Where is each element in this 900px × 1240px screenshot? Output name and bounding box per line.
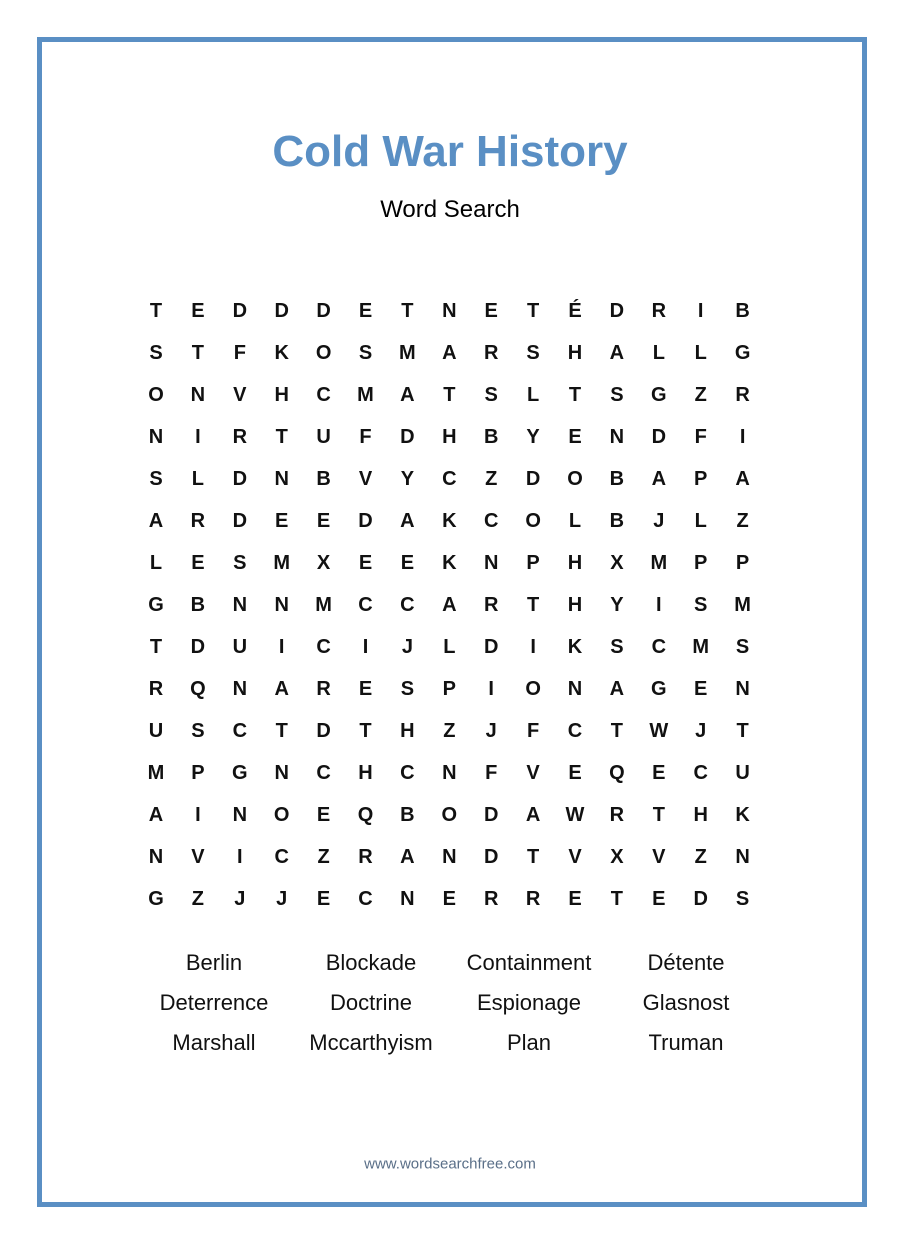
word-list-item: Détente [647,950,725,975]
grid-cell: C [651,636,667,658]
grid-cell: J [485,720,497,742]
word-list-item: Espionage [477,990,581,1015]
grid-cell: G [651,384,667,406]
grid-cell: I [278,636,285,658]
grid-cell: G [734,342,751,364]
grid-cell: A [400,846,415,868]
grid-cell: T [526,594,540,616]
grid-cell: J [653,510,665,532]
grid-cell: M [692,636,710,658]
grid-cell: N [400,888,415,910]
grid-cell: J [695,720,707,742]
grid-cell: B [400,804,415,826]
grid-cell: M [357,384,374,406]
grid-cell: L [443,636,456,658]
grid-cell: S [191,720,205,742]
grid-cell: D [525,468,541,490]
grid-cell: M [147,762,165,784]
grid-cell: C [358,888,373,910]
grid-cell: T [526,846,540,868]
grid-cell: E [652,762,666,784]
grid-cell: C [358,594,373,616]
grid-cell: R [316,678,331,700]
grid-cell: H [400,720,415,742]
grid-cell: O [315,342,332,364]
grid-cell: T [149,636,163,658]
grid-cell: P [526,552,540,574]
grid-cell: U [148,720,164,742]
grid-cell: A [609,678,625,700]
grid-cell: Y [526,426,540,448]
grid-cell: H [358,762,373,784]
grid-cell: E [568,762,582,784]
grid-cell: B [483,426,499,448]
grid-cell: F [359,426,372,448]
grid-cell: S [358,342,373,364]
grid-cell: F [526,720,540,742]
grid-cell: W [649,720,669,742]
grid-cell: K [274,342,289,364]
grid-cell: D [358,510,373,532]
grid-cell: N [232,594,248,616]
grid-cell: N [148,426,164,448]
grid-cell: H [567,594,583,616]
grid-cell: D [483,804,499,826]
grid-cell: I [488,678,494,700]
grid-cell: S [610,636,624,658]
grid-cell: J [276,888,288,910]
grid-cell: Z [443,720,456,742]
grid-cell: A [525,804,541,826]
word-list-item: Deterrence [159,990,269,1015]
grid-cell: E [316,888,331,910]
grid-cell: N [274,468,289,490]
grid-cell: V [358,468,373,490]
grid-cell: R [190,510,206,532]
grid-cell: O [441,804,458,826]
grid-cell: L [568,510,582,532]
word-list-item: Doctrine [330,990,412,1015]
grid-cell: H [693,804,708,826]
grid-cell: G [651,678,667,700]
grid-cell: T [610,720,623,742]
grid-cell: D [483,636,499,658]
grid-cell: D [609,300,625,322]
grid-cell: P [191,762,205,784]
grid-cell: Y [610,594,624,616]
grid-cell: R [148,678,164,700]
grid-cell: B [735,300,750,322]
grid-cell: B [190,594,206,616]
grid-cell: J [234,888,246,910]
grid-cell: O [273,804,290,826]
grid-cell: P [735,552,750,574]
grid-cell: D [232,300,248,322]
grid-cell: S [149,468,163,490]
grid-cell: E [191,300,205,322]
word-list-item: Blockade [325,950,417,975]
grid-cell: M [734,594,751,616]
word-list-item: Glasnost [642,990,730,1015]
grid-cell: D [232,510,248,532]
grid-cell: E [316,804,331,826]
grid-cell: A [442,594,457,616]
grid-cell: A [651,468,667,490]
grid-cell: I [656,594,662,616]
grid-cell: A [735,468,750,490]
grid-cell: Z [191,888,204,910]
grid-cell: T [401,300,414,322]
grid-cell: A [274,678,289,700]
grid-cell: N [148,846,164,868]
grid-cell: C [567,720,583,742]
grid-cell: R [609,804,625,826]
grid-cell: S [694,594,708,616]
grid-cell: W [565,804,585,826]
grid-cell: C [316,762,331,784]
grid-cell: B [609,510,625,532]
grid-cell: G [148,888,164,910]
grid-cell: T [736,720,749,742]
grid-cell: H [567,342,583,364]
grid-cell: Q [609,762,625,784]
grid-cell: K [567,636,583,658]
grid-cell: T [652,804,665,826]
grid-cell: E [191,552,205,574]
grid-cell: E [358,552,373,574]
grid-cell: L [149,552,163,574]
grid-cell: N [190,384,206,406]
grid-cell: S [400,678,415,700]
grid-cell: O [525,678,541,700]
grid-cell: F [694,426,707,448]
grid-cell: I [739,426,746,448]
grid-cell: T [149,300,163,322]
grid-cell: I [195,426,201,448]
grid-cell: O [567,468,583,490]
grid-cell: N [567,678,583,700]
grid-cell: D [651,426,667,448]
grid-cell: T [568,384,582,406]
grid-cell: N [274,762,289,784]
grid-cell: A [148,510,164,532]
word-list-item: Truman [648,1030,724,1055]
grid-cell: S [484,384,498,406]
grid-cell: A [400,384,415,406]
grid-cell: C [316,636,331,658]
grid-cell: L [526,384,540,406]
grid-cell: B [316,468,331,490]
grid-cell: D [483,846,499,868]
grid-cell: C [693,762,708,784]
grid-cell: H [567,552,583,574]
grid-cell: N [232,678,248,700]
grid-cell: K [442,510,457,532]
grid-cell: H [274,384,289,406]
grid-cell: M [315,594,332,616]
grid-cell: T [359,720,372,742]
word-list-item: Plan [506,1030,552,1055]
grid-cell: H [442,426,457,448]
grid-cell: D [316,300,331,322]
grid-cell: C [483,510,499,532]
grid-cell: I [530,636,536,658]
grid-cell: E [694,678,708,700]
footer-url: www.wordsearchfree.com [364,1155,536,1173]
grid-cell: C [316,384,331,406]
grid-cell: E [316,510,331,532]
grid-cell: E [484,300,498,322]
grid-cell: Z [317,846,330,868]
grid-cell: E [568,426,582,448]
page-title: Cold War History [272,127,628,176]
grid-cell: T [526,300,540,322]
grid-cell: I [195,804,201,826]
grid-cell: R [525,888,541,910]
grid-cell: R [735,384,750,406]
grid-cell: I [237,846,243,868]
grid-cell: R [483,342,499,364]
grid-cell: X [610,846,624,868]
grid-cell: T [275,720,288,742]
grid-cell: R [232,426,248,448]
grid-cell: T [610,888,623,910]
grid-cell: E [358,300,373,322]
grid-cell: V [652,846,666,868]
grid-cell: T [191,342,204,364]
grid-cell: D [190,636,206,658]
word-list-item: Marshall [172,1030,256,1055]
grid-cell: A [400,510,415,532]
grid-cell: K [442,552,457,574]
grid-cell: E [568,888,582,910]
grid-cell: K [735,804,750,826]
grid-cell: U [735,762,750,784]
grid-cell: N [442,846,457,868]
grid-cell: E [275,510,289,532]
grid-cell: A [148,804,164,826]
grid-cell: F [233,342,246,364]
grid-cell: S [149,342,163,364]
grid-cell: D [316,720,331,742]
grid-cell: R [358,846,373,868]
grid-cell: L [652,342,665,364]
grid-cell: S [610,384,624,406]
grid-cell: N [735,678,750,700]
grid-cell: L [694,342,707,364]
grid-cell: Q [190,678,206,700]
grid-cell: E [652,888,666,910]
grid-cell: T [275,426,288,448]
grid-cell: N [274,594,289,616]
grid-cell: S [526,342,540,364]
grid-cell: E [358,678,373,700]
grid-cell: N [735,846,750,868]
grid-cell: L [191,468,204,490]
grid-cell: S [233,552,247,574]
grid-cell: D [693,888,708,910]
grid-cell: M [399,342,416,364]
grid-cell: A [609,342,625,364]
grid-cell: V [233,384,247,406]
grid-cell: R [483,888,499,910]
grid-cell: C [442,468,457,490]
grid-cell: B [609,468,625,490]
grid-cell: G [232,762,248,784]
grid-cell: L [694,510,707,532]
grid-cell: Z [736,510,749,532]
grid-cell: N [483,552,499,574]
grid-cell: C [232,720,248,742]
grid-cell: I [697,300,704,322]
grid-cell: N [442,762,457,784]
grid-cell: V [526,762,540,784]
grid-cell: V [191,846,205,868]
word-list-item: Mccarthyism [309,1030,433,1055]
grid-cell: Q [357,804,374,826]
grid-cell: Y [400,468,415,490]
grid-cell: R [483,594,499,616]
grid-cell: N [609,426,625,448]
grid-cell: F [485,762,498,784]
grid-cell: M [273,552,291,574]
grid-cell: N [232,804,248,826]
grid-cell: P [442,678,456,700]
word-list-item: Berlin [185,950,243,975]
grid-cell: G [148,594,164,616]
grid-cell: X [316,552,331,574]
grid-cell: C [400,762,415,784]
grid-cell: T [443,384,456,406]
grid-cell: Z [694,384,707,406]
word-list-item: Containment [466,950,592,975]
grid-cell: D [232,468,248,490]
grid-cell: Z [485,468,498,490]
grid-cell: É [568,300,582,322]
grid-cell: U [316,426,331,448]
grid-cell: D [400,426,415,448]
grid-cell: C [274,846,289,868]
grid-cell: O [148,384,164,406]
grid-cell: S [735,888,750,910]
grid-cell: M [650,552,668,574]
grid-cell: E [442,888,456,910]
grid-cell: C [400,594,415,616]
grid-cell: E [400,552,415,574]
grid-cell: I [362,636,369,658]
grid-cell: D [274,300,289,322]
grid-cell: P [694,468,708,490]
grid-cell: P [694,552,708,574]
grid-cell: S [735,636,750,658]
grid-cell: A [442,342,457,364]
grid-cell: N [442,300,457,322]
grid-cell: X [610,552,624,574]
grid-cell: J [401,636,413,658]
grid-cell: V [568,846,582,868]
grid-cell: O [525,510,541,532]
grid-cell: Z [694,846,707,868]
grid-cell: R [651,300,667,322]
page-subtitle: Word Search [380,196,520,223]
grid-cell: U [232,636,248,658]
